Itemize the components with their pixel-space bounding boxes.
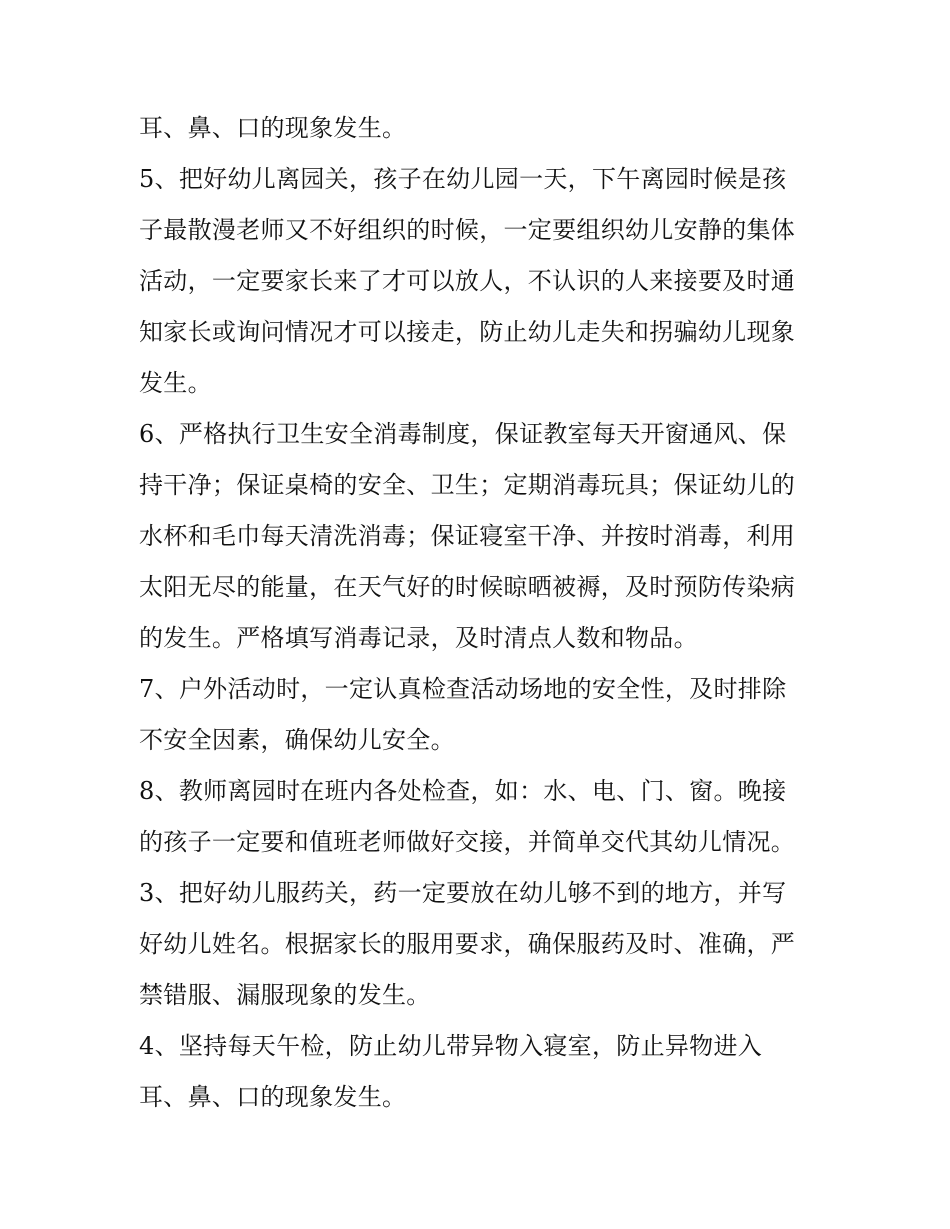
text-line: 8、教师离园时在班内各处检查，如：水、电、门、窗。晚接 [139,777,787,805]
text-line: 耳、鼻、口的现象发生。 [139,114,407,142]
text-line: 发生。 [139,369,212,397]
text-line: 的孩子一定要和值班老师做好交接，并简单交代其幼儿情况。 [139,828,796,856]
text-line: 4、坚持每天午检，防止幼儿带异物入寝室，防止异物进入 [139,1032,763,1060]
text-line: 太阳无尽的能量，在天气好的时候晾晒被褥，及时预防传染病 [139,573,796,601]
text-line: 的发生。严格填写消毒记录，及时清点人数和物品。 [139,624,698,652]
text-line: 6、严格执行卫生安全消毒制度，保证教室每天开窗通风、保 [139,420,787,448]
document-body [139,103,839,1123]
text-line: 持干净；保证桌椅的安全、卫生；定期消毒玩具；保证幼儿的 [139,471,796,499]
text-line: 活动，一定要家长来了才可以放人，不认识的人来接要及时通 [139,267,796,295]
text-line: 水杯和毛巾每天清洗消毒；保证寝室干净、并按时消毒，利用 [139,522,796,550]
text-line: 禁错服、漏服现象的发生。 [139,981,431,1009]
text-line: 7、户外活动时，一定认真检查活动场地的安全性，及时排除 [139,675,787,703]
text-line: 子最散漫老师又不好组织的时候，一定要组织幼儿安静的集体 [139,216,796,244]
text-line: 不安全因素，确保幼儿安全。 [139,726,455,754]
text-line: 3、把好幼儿服药关，药一定要放在幼儿够不到的地方，并写 [139,879,787,907]
text-line: 5、把好幼儿离园关，孩子在幼儿园一天，下午离园时候是孩 [139,165,787,193]
text-line: 好幼儿姓名。根据家长的服用要求，确保服药及时、准确，严 [139,930,796,958]
text-line: 耳、鼻、口的现象发生。 [139,1083,407,1111]
text-line: 知家长或询问情况才可以接走，防止幼儿走失和拐骗幼儿现象 [139,318,796,346]
